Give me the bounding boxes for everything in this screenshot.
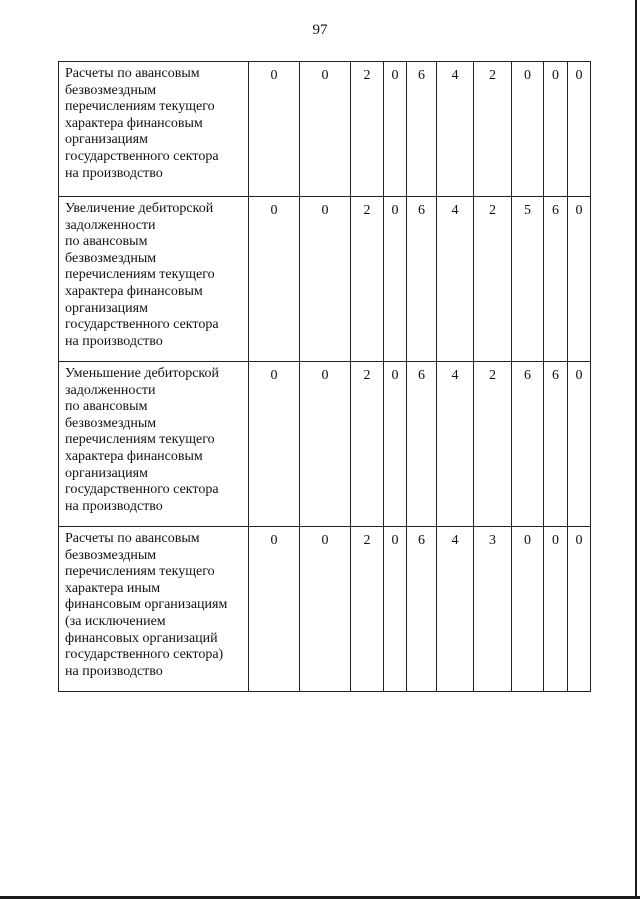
code-digit: 2 <box>474 362 512 527</box>
code-digit: 6 <box>512 362 544 527</box>
code-digit: 6 <box>407 62 437 197</box>
code-digit: 4 <box>437 197 474 362</box>
code-digit: 5 <box>512 197 544 362</box>
code-digit: 4 <box>437 362 474 527</box>
code-digit: 0 <box>568 197 591 362</box>
code-digit: 3 <box>474 527 512 692</box>
table-row <box>59 527 591 692</box>
code-digit: 0 <box>512 527 544 692</box>
table-row <box>59 197 591 362</box>
code-digit: 6 <box>407 197 437 362</box>
row-description: Увеличение дебиторской задолженности по авансовым безвозмездным перечислениям текущего характера финансовым организациям государственного сектора на производство <box>59 197 249 362</box>
code-digit: 6 <box>544 197 568 362</box>
row-description: Расчеты по авансовым безвозмездным перечислениям текущего характера финансовым организациям государственного сектора на производство <box>59 62 249 197</box>
code-digit: 0 <box>300 362 351 527</box>
code-digit: 0 <box>300 527 351 692</box>
row-description: Расчеты по авансовым безвозмездным перечислениям текущего характера иным финансовым организациям (за исключением финансовых организаций государственного сектора) на производство <box>59 527 249 692</box>
code-digit: 0 <box>544 527 568 692</box>
code-digit: 2 <box>351 527 384 692</box>
code-digit: 2 <box>351 62 384 197</box>
code-digit: 0 <box>568 527 591 692</box>
code-digit: 4 <box>437 527 474 692</box>
table-row <box>59 362 591 527</box>
code-digit: 2 <box>351 197 384 362</box>
page-number: 97 <box>312 22 328 38</box>
table-row <box>59 62 591 197</box>
row-description: Уменьшение дебиторской задолженности по авансовым безвозмездным перечислениям текущего характера финансовым организациям государственного сектора на производство <box>59 362 249 527</box>
code-digit: 2 <box>474 62 512 197</box>
code-digit: 0 <box>249 197 300 362</box>
code-digit: 4 <box>437 62 474 197</box>
code-digit: 6 <box>544 362 568 527</box>
code-digit: 0 <box>384 362 407 527</box>
code-digit: 0 <box>384 527 407 692</box>
code-digit: 0 <box>544 62 568 197</box>
code-digit: 0 <box>249 362 300 527</box>
code-digit: 0 <box>249 527 300 692</box>
code-digit: 0 <box>249 62 300 197</box>
code-digit: 0 <box>512 62 544 197</box>
budget-code-table <box>58 61 591 692</box>
scan-edge-right <box>635 0 637 899</box>
code-digit: 6 <box>407 362 437 527</box>
code-digit: 0 <box>384 197 407 362</box>
code-digit: 0 <box>568 362 591 527</box>
code-digit: 2 <box>351 362 384 527</box>
code-digit: 0 <box>384 62 407 197</box>
code-digit: 0 <box>300 197 351 362</box>
code-digit: 0 <box>300 62 351 197</box>
code-digit: 0 <box>568 62 591 197</box>
code-digit: 2 <box>474 197 512 362</box>
code-digit: 6 <box>407 527 437 692</box>
